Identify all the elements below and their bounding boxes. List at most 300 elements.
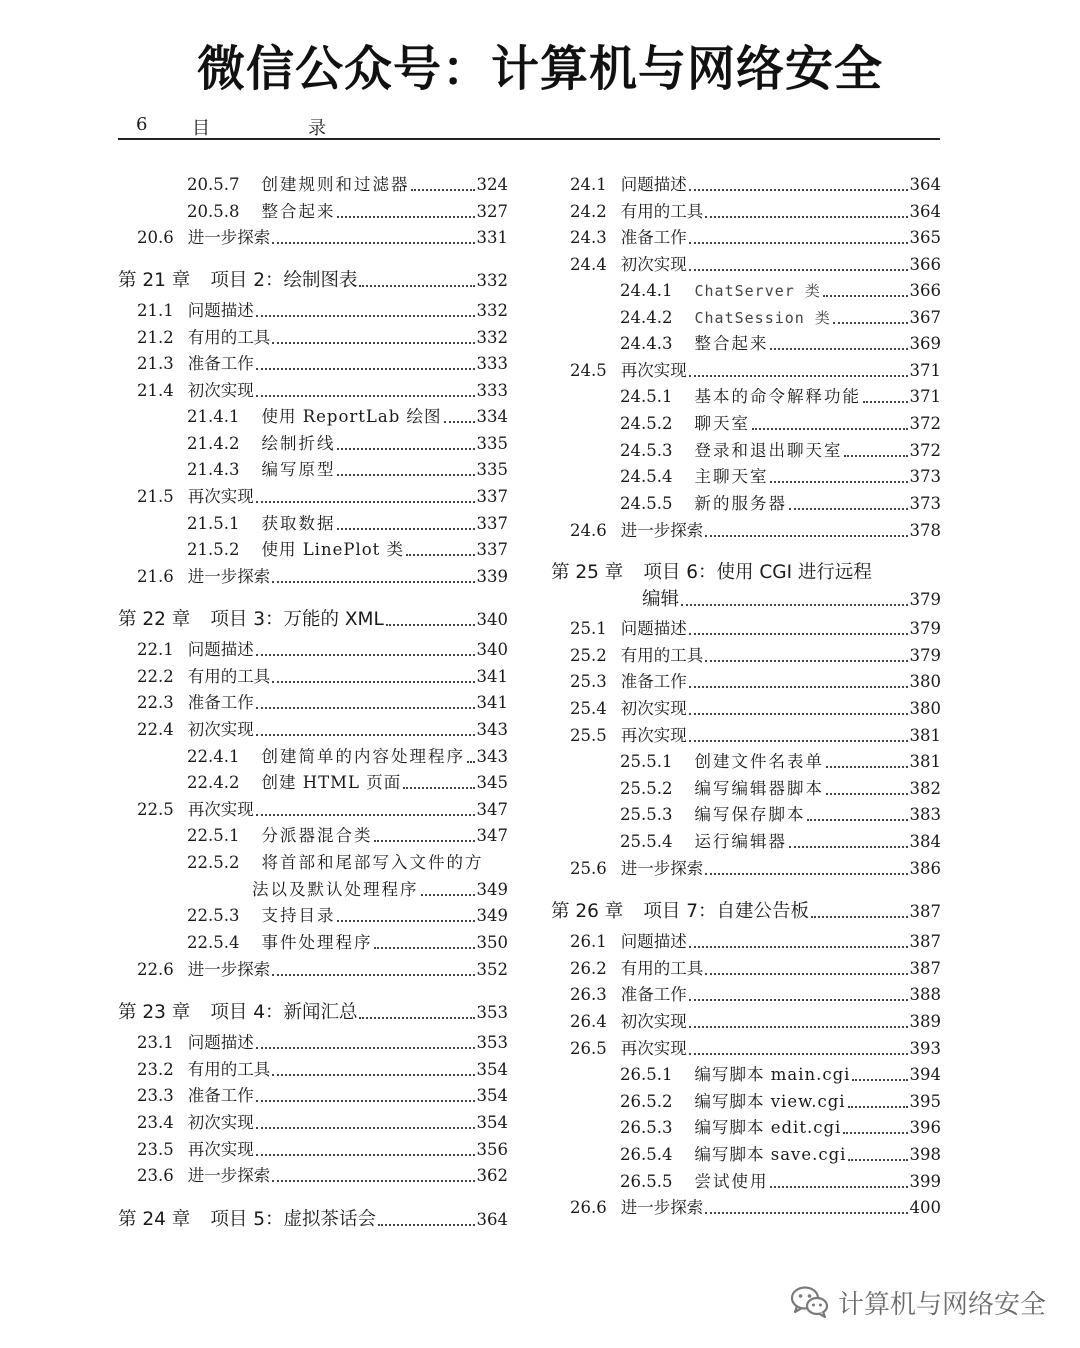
entry-page-number: 379 [909,619,941,638]
leader-dots [256,1127,475,1129]
entry-number: 26.5.3 [620,1118,673,1137]
entry-page-number: 365 [909,228,941,247]
entry-title: ChatServer 类 [694,282,821,300]
entry-page-number: 362 [476,1166,508,1185]
leader-dots [272,974,474,976]
entry-page-number: 389 [909,1012,941,1031]
entry-page-number: 364 [909,202,941,221]
entry-number: 25.5.4 [620,832,673,851]
toc-entry [118,637,508,661]
leader-dots [406,554,474,556]
toc-entry [551,172,941,196]
entry-page-number: 349 [476,880,508,899]
entry-title: 准备工作 [187,1086,254,1105]
leader-dots [256,395,475,397]
entry-title: 再次实现 [187,1140,254,1159]
entry-number: 24.5.2 [620,414,673,433]
entry-title: 项目 5：虚拟茶话会 [210,1209,376,1230]
entry-number: 25.6 [570,859,607,878]
entry-page-number: 379 [909,590,941,609]
entry-title: 初次实现 [187,381,254,400]
leader-dots [256,315,475,317]
entry-page-number: 373 [909,494,941,513]
leader-dots [689,269,908,271]
entry-page-number: 354 [476,1113,508,1132]
entry-number: 第 25 章 [551,562,624,583]
entry-page-number: 353 [476,1033,508,1052]
entry-page-number: 387 [909,959,941,978]
entry-number: 22.3 [137,693,174,712]
entry-page-number: 335 [476,460,508,479]
entry-title: 有用的工具 [620,959,704,978]
entry-number: 24.4.2 [620,308,673,327]
toc-entry [118,199,508,223]
entry-page-number: 356 [476,1140,508,1159]
toc-entry [551,1089,941,1113]
entry-page-number: 383 [909,805,941,824]
entry-page-number: 364 [909,175,941,194]
entry-page-number: 387 [909,932,941,951]
toc-entry [551,411,941,435]
toc-entry [551,829,941,853]
leader-dots [272,1180,474,1182]
entry-title: 问题描述 [187,1033,254,1052]
entry-number: 22.5.1 [187,826,240,845]
leader-dots [844,455,907,457]
leader-dots [272,242,474,244]
toc-entry [118,1057,508,1081]
toc-entry [551,643,941,667]
entry-title: 编写脚本 main.cgi [694,1065,851,1084]
toc-entry [551,696,941,720]
chapter-entry [118,1203,508,1231]
entry-page-number: 384 [909,832,941,851]
toc-entry [118,457,508,481]
entry-title: 整合起来 [261,202,336,221]
entry-title: 法以及默认处理程序 [252,880,419,899]
entry-page-number: 371 [909,387,941,406]
leader-dots [272,681,474,683]
entry-number: 第 24 章 [118,1209,191,1230]
entry-title: 进一步探索 [187,1166,271,1185]
entry-number: 26.1 [570,932,607,951]
toc-entry [551,464,941,488]
entry-page-number: 327 [476,202,508,221]
entry-number: 23.1 [137,1033,174,1052]
entry-title: 项目 2：绘制图表 [210,270,358,291]
toc-entry [551,723,941,747]
toc-entry [551,776,941,800]
leader-dots [444,421,475,423]
leader-dots [374,947,474,949]
entry-number: 25.5.2 [620,779,673,798]
entry-page-number: 372 [909,414,941,433]
entry-title: 进一步探索 [620,859,704,878]
toc-entry [551,1036,941,1060]
banner-title: 微信公众号：计算机与网络安全 [196,41,883,97]
entry-title: 基本的命令解释功能 [694,387,861,406]
entry-number: 23.5 [137,1140,174,1159]
entry-number: 26.5.2 [620,1092,673,1111]
entry-number: 24.3 [570,228,607,247]
toc-entry [551,856,941,880]
entry-number: 第 22 章 [118,609,191,630]
entry-title: 再次实现 [620,726,687,745]
leader-dots [826,793,908,795]
entry-page-number: 340 [476,610,508,629]
entry-page-number: 380 [909,672,941,691]
entry-title: 编写原型 [261,460,336,479]
toc-entry [551,1142,941,1166]
toc-entry [551,929,941,953]
leader-dots [705,1212,907,1214]
entry-page-number: 349 [476,906,508,925]
entry-page-number: 393 [909,1039,941,1058]
entry-number: 26.5.1 [620,1065,673,1084]
leader-dots [359,285,474,287]
entry-number: 24.4 [570,255,607,274]
leader-dots [256,1100,475,1102]
toc-entry [551,491,941,515]
toc-entry [551,438,941,462]
entry-page-number: 381 [909,726,941,745]
entry-number: 26.5 [570,1039,607,1058]
leader-dots [403,787,474,789]
entry-title: 再次实现 [187,800,254,819]
entry-number: 26.2 [570,959,607,978]
toc-entry [118,877,508,901]
entry-number: 26.3 [570,985,607,1004]
toc-entry [118,1137,508,1161]
leader-dots [848,1159,907,1161]
entry-page-number: 343 [476,720,508,739]
entry-page-number: 386 [909,859,941,878]
entry-page-number: 339 [476,567,508,586]
toc-entry [118,1083,508,1107]
toc-entry [118,957,508,981]
watermark-text: 计算机与网络安全 [837,1289,1046,1320]
entry-title: 进一步探索 [187,567,271,586]
entry-title: 项目 4：新闻汇总 [210,1002,358,1023]
entry-page-number: 394 [909,1065,941,1084]
entry-title: 支持目录 [261,906,336,925]
entry-page-number: 378 [909,521,941,540]
entry-title: ChatSession 类 [694,309,831,327]
leader-dots [256,734,475,736]
entry-title: 问题描述 [187,640,254,659]
entry-page-number: 333 [476,381,508,400]
entry-title: 尝试使用 [694,1172,769,1191]
entry-number: 21.5.2 [187,540,240,559]
entry-page-number: 332 [476,328,508,347]
entry-page-number: 354 [476,1060,508,1079]
entry-number: 24.6 [570,521,607,540]
entry-title: 新的服务器 [694,494,787,513]
leader-dots [272,1074,474,1076]
entry-number: 21.5.1 [187,514,240,533]
entry-page-number: 337 [476,487,508,506]
entry-number: 22.5.3 [187,906,240,925]
toc-entry [118,172,508,196]
entry-page-number: 387 [909,902,941,921]
entry-page-number: 353 [476,1003,508,1022]
entry-title: 编写脚本 edit.cgi [694,1118,842,1137]
chapter-entry [118,264,508,292]
entry-title: 问题描述 [620,175,687,194]
entry-title: 再次实现 [620,361,687,380]
entry-page-number: 341 [476,667,508,686]
toc-entry [551,1062,941,1086]
entry-title: 准备工作 [187,693,254,712]
entry-title: 绘制折线 [261,434,336,453]
leader-dots [863,401,908,403]
entry-page-number: 366 [909,255,941,274]
entry-page-number: 332 [476,301,508,320]
leader-dots [386,624,475,626]
entry-number: 22.4.1 [187,747,240,766]
entry-page-number: 335 [476,434,508,453]
entry-number: 20.5.8 [187,202,240,221]
entry-page-number: 352 [476,960,508,979]
entry-number: 23.4 [137,1113,174,1132]
entry-number: 第 23 章 [118,1002,191,1023]
toc-entry [551,669,941,693]
entry-number: 23.2 [137,1060,174,1079]
toc-entry [118,717,508,741]
entry-page-number: 371 [909,361,941,380]
leader-dots [770,481,907,483]
toc-entry [118,1163,508,1187]
entry-number: 26.5.4 [620,1145,673,1164]
toc-entry [118,404,508,428]
toc-entry [118,850,508,874]
leader-dots [833,322,908,324]
entry-title: 聊天室 [694,414,750,433]
entry-number: 第 26 章 [551,901,624,922]
leader-dots [337,528,474,530]
toc-entry [118,564,508,588]
leader-dots [689,189,908,191]
leader-dots [411,189,474,191]
entry-title: 运行编辑器 [694,832,787,851]
entry-page-number: 380 [909,699,941,718]
entry-title: 准备工作 [620,228,687,247]
leader-dots [705,216,907,218]
entry-title: 准备工作 [187,354,254,373]
entry-number: 21.5 [137,487,174,506]
chapter-entry [551,895,941,923]
entry-number: 21.4.1 [187,407,240,426]
leader-dots [256,1047,475,1049]
entry-number: 24.1 [570,175,607,194]
entry-page-number: 350 [476,933,508,952]
entry-number: 23.3 [137,1086,174,1105]
toc-entry [118,378,508,402]
entry-title: 初次实现 [187,720,254,739]
toc-entry [118,903,508,927]
entry-number: 24.5.3 [620,441,673,460]
toc-entry [118,770,508,794]
entry-number: 25.5.3 [620,805,673,824]
toc-entry [118,537,508,561]
leader-dots [689,375,908,377]
entry-page-number: 343 [476,747,508,766]
entry-title: 分派器混合类 [261,826,373,845]
toc-entry [551,225,941,249]
entry-title: 主聊天室 [694,467,769,486]
toc-entry [551,1009,941,1033]
entry-number: 21.6 [137,567,174,586]
entry-title: 进一步探索 [620,521,704,540]
toc-entry [551,518,941,542]
leader-dots [272,342,474,344]
entry-page-number: 395 [909,1092,941,1111]
entry-title: 问题描述 [620,932,687,951]
leader-dots [807,819,907,821]
entry-title: 初次实现 [620,1012,687,1031]
entry-title: 获取数据 [261,514,336,533]
entry-title: 有用的工具 [187,667,271,686]
toc-entry [118,690,508,714]
leader-dots [689,686,908,688]
entry-title: 事件处理程序 [261,933,373,952]
toc-entry [551,278,941,302]
toc-entry [118,744,508,768]
entry-number: 24.2 [570,202,607,221]
toc-entry [118,484,508,508]
entry-number: 22.1 [137,640,174,659]
leader-dots [256,814,475,816]
toc-entry [551,358,941,382]
entry-title: 项目 6：使用 CGI 进行远程 [643,562,872,583]
entry-page-number: 367 [909,308,941,327]
leader-dots [467,761,475,763]
chapter-entry [551,556,941,584]
entry-page-number: 332 [476,271,508,290]
watermark [790,1282,1046,1322]
entry-page-number: 366 [909,281,941,300]
leader-dots [689,999,908,1001]
toc-entry [118,797,508,821]
toc-entry [118,664,508,688]
leader-dots [256,501,475,503]
leader-dots [705,660,907,662]
leader-dots [789,508,908,510]
entry-page-number: 399 [909,1172,941,1191]
leader-dots [826,766,908,768]
entry-number: 24.4.1 [620,281,673,300]
entry-number: 24.5.5 [620,494,673,513]
leader-dots [256,1154,475,1156]
entry-number: 25.2 [570,646,607,665]
entry-title: 创建简单的内容处理程序 [261,747,465,766]
toc-entry [118,511,508,535]
entry-title: 项目 3：万能的 XML [210,609,384,630]
entry-number: 22.5.4 [187,933,240,952]
entry-number: 22.4 [137,720,174,739]
leader-dots [705,535,907,537]
entry-number: 24.5.1 [620,387,673,406]
entry-number: 21.4.2 [187,434,240,453]
leader-dots [689,946,908,948]
page-number: 6 [136,114,148,135]
entry-number: 第 21 章 [118,270,191,291]
entry-title: 问题描述 [620,619,687,638]
leader-dots [689,740,908,742]
chapter-entry [118,603,508,631]
leader-dots [823,295,908,297]
leader-dots [359,1017,474,1019]
entry-title: 项目 7：自建公告板 [643,901,809,922]
toc-entry [118,823,508,847]
leader-dots [272,581,474,583]
toc-entry [551,384,941,408]
leader-dots [811,916,908,918]
entry-page-number: 324 [476,175,508,194]
leader-dots [337,448,474,450]
entry-title: 有用的工具 [620,646,704,665]
toc-entry [551,802,941,826]
entry-page-number: 341 [476,693,508,712]
entry-number: 21.3 [137,354,174,373]
entry-page-number: 369 [909,334,941,353]
entry-number: 24.4.3 [620,334,673,353]
leader-dots [705,973,907,975]
entry-page-number: 372 [909,441,941,460]
leader-dots [852,1079,907,1081]
entry-title: 问题描述 [187,301,254,320]
running-head-title: 目 录 [192,118,366,139]
entry-title: 有用的工具 [187,328,271,347]
entry-page-number: 337 [476,514,508,533]
toc-entry [118,325,508,349]
entry-page-number: 379 [909,646,941,665]
toc-entry [118,298,508,322]
entry-number: 25.5 [570,726,607,745]
entry-page-number: 398 [909,1145,941,1164]
entry-title: 编辑 [642,589,680,610]
leader-dots [770,348,907,350]
leader-dots [421,894,475,896]
leader-dots [374,840,474,842]
entry-page-number: 347 [476,800,508,819]
leader-dots [752,428,908,430]
entry-title: 创建规则和过滤器 [261,175,410,194]
entry-title: 准备工作 [620,985,687,1004]
entry-title: 使用 LinePlot 类 [261,540,405,559]
entry-number: 21.2 [137,328,174,347]
entry-number: 25.1 [570,619,607,638]
toc-entry [551,616,941,640]
entry-number: 20.6 [137,228,174,247]
entry-number: 22.5.2 [187,853,240,872]
leader-dots [705,873,907,875]
toc-entry [118,351,508,375]
toc-entry [551,982,941,1006]
entry-number: 25.5.1 [620,752,673,771]
leader-dots [689,1026,908,1028]
entry-title: 创建文件名表单 [694,752,824,771]
toc-entry [551,749,941,773]
entry-title: 进一步探索 [187,960,271,979]
entry-title: 有用的工具 [620,202,704,221]
entry-title: 使用 ReportLab 绘图 [261,407,442,426]
toc-entry [551,1115,941,1139]
leader-dots [337,216,474,218]
entry-number: 24.5.4 [620,467,673,486]
entry-page-number: 400 [909,1198,941,1217]
leader-dots [256,707,475,709]
